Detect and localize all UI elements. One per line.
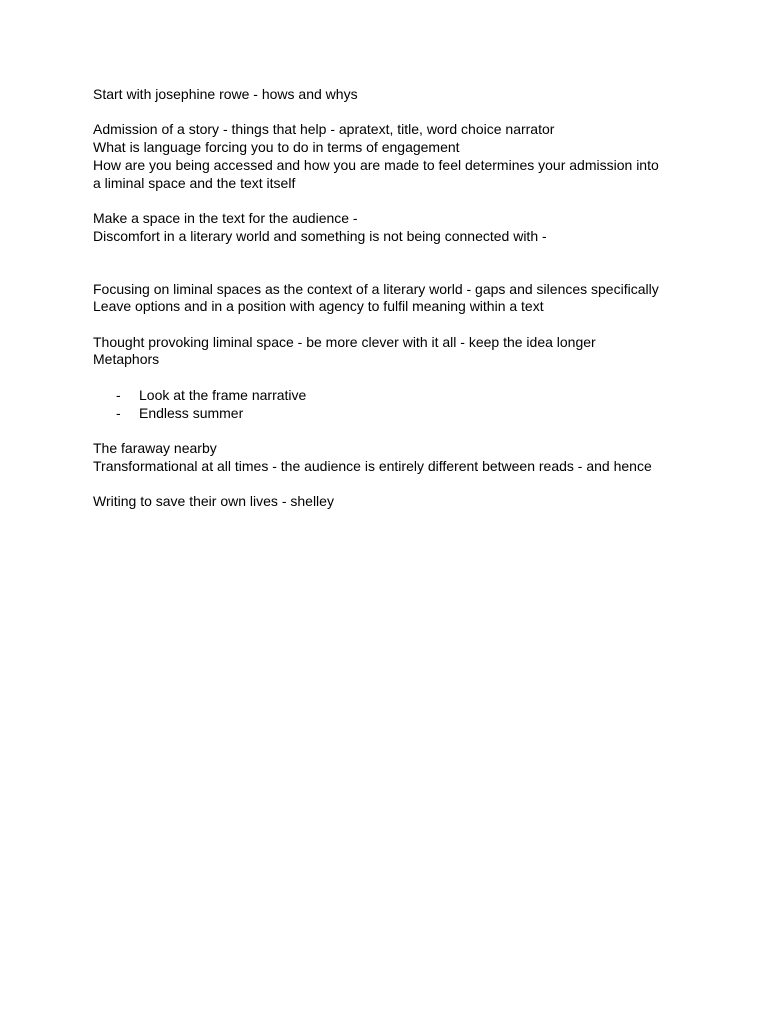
note-text: How are you being accessed and how you are made to feel determines your admission into	[93, 156, 659, 173]
note-text: a liminal space and the text itself	[93, 174, 296, 191]
note-paragraph	[93, 440, 683, 475]
blank-line	[93, 104, 683, 122]
note-paragraph	[93, 121, 683, 192]
bullet-marker: -	[116, 386, 121, 403]
blank-line	[93, 422, 683, 440]
bullet-text: Look at the frame narrative	[139, 386, 307, 403]
note-text: Make a space in the text for the audience -	[93, 209, 358, 226]
note-text: Leave options and in a position with agency to fulfil meaning within a text	[93, 298, 544, 315]
note-text: Transformational at all times - the audience is entirely different between reads - and hence	[93, 457, 652, 474]
note-paragraph	[93, 210, 683, 245]
list-item	[116, 387, 683, 405]
note-text: Metaphors	[93, 351, 160, 368]
note-text: The faraway nearby	[93, 439, 217, 456]
note-paragraph	[93, 281, 683, 316]
blank-line	[93, 316, 683, 334]
bullet-text: Endless summer	[139, 404, 244, 421]
document-page	[93, 86, 683, 511]
blank-line	[93, 245, 683, 280]
note-text: Writing to save their own lives - shelley	[93, 493, 334, 510]
bullet-marker: -	[116, 404, 121, 421]
blank-line	[93, 475, 683, 493]
note-text: Admission of a story - things that help - apratext, title, word choice narrator	[93, 121, 555, 138]
note-text: Focusing on liminal spaces as the context of a literary world - gaps and silences specifically	[93, 280, 659, 297]
note-paragraph	[93, 334, 683, 369]
note-text: Discomfort in a literary world and something is not being connected with -	[93, 227, 547, 244]
note-line	[93, 86, 683, 104]
note-text: Start with josephine rowe - hows and whys	[93, 86, 358, 102]
note-text: Thought provoking liminal space - be more clever with it all - keep the idea longer	[93, 333, 596, 350]
blank-line	[93, 192, 683, 210]
bullet-list	[93, 387, 683, 422]
blank-line	[93, 369, 683, 387]
note-text: What is language forcing you to do in terms of engagement	[93, 139, 460, 156]
list-item	[116, 405, 683, 423]
note-line	[93, 493, 683, 511]
